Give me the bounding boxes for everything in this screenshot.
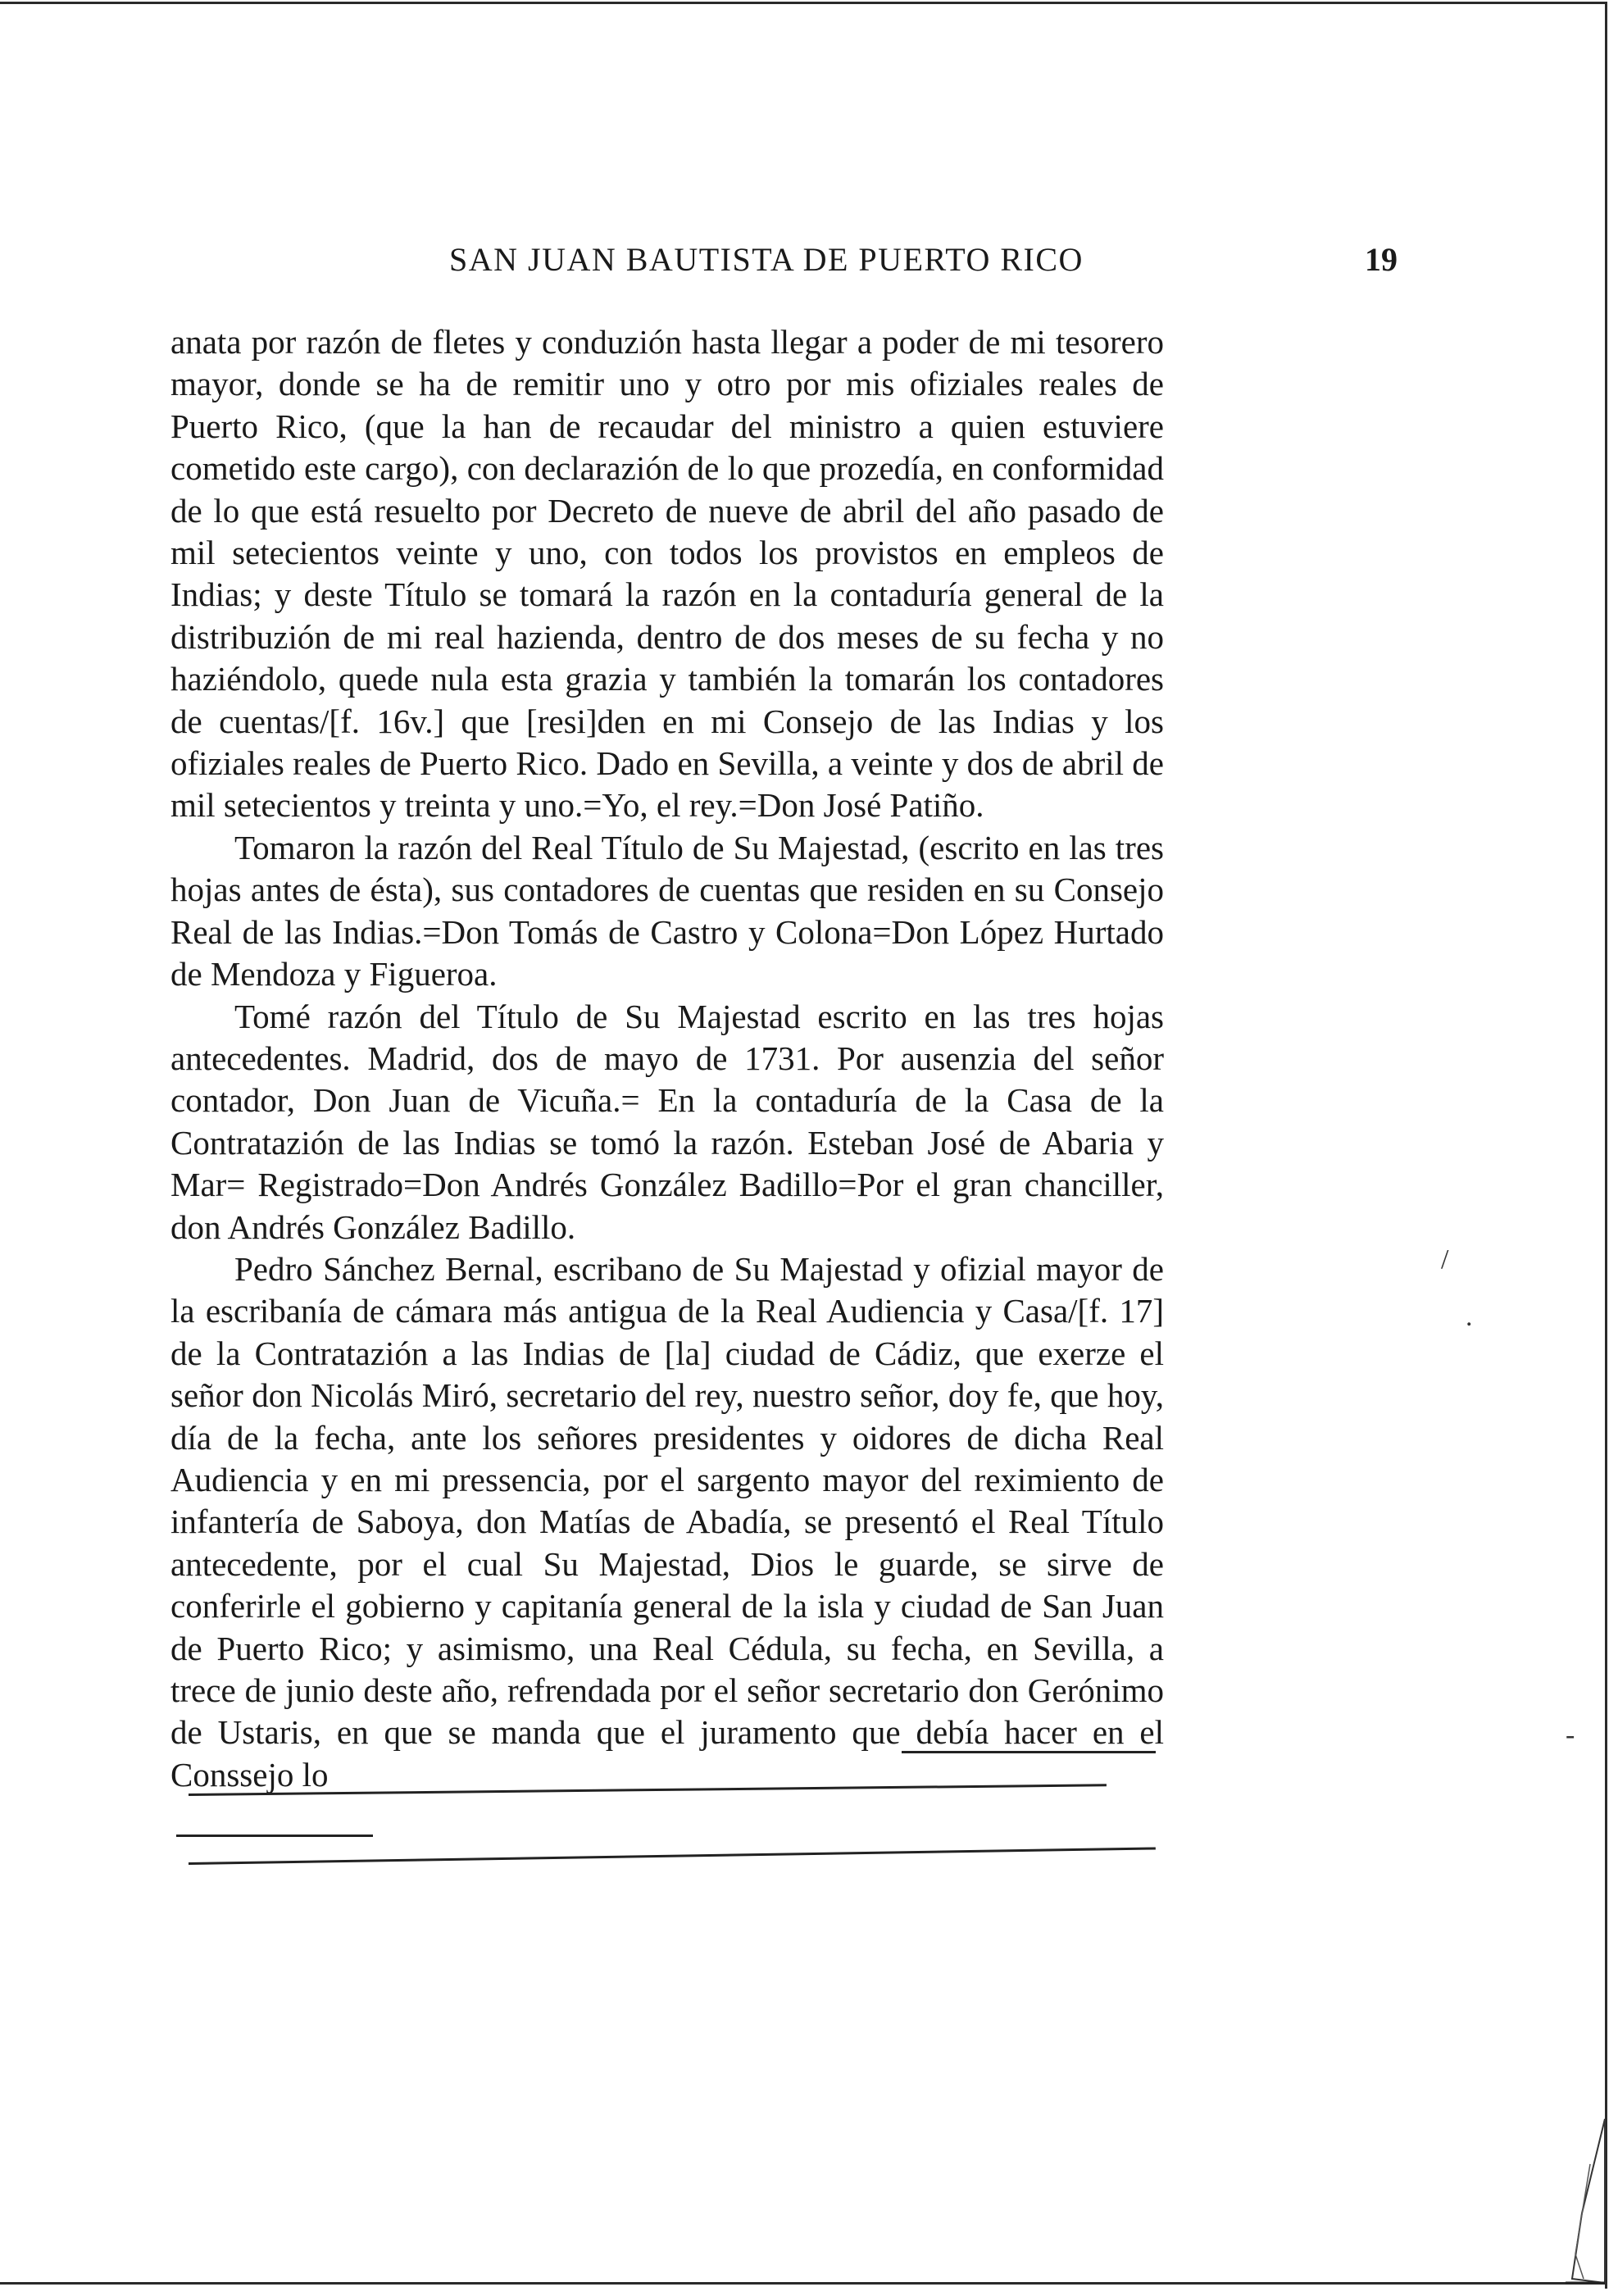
page-number: 19 bbox=[1365, 241, 1398, 278]
paragraph-2: Tomaron la razón del Real Título de Su Majestad, (escrito en las tres hojas antes de ésta), sus contadores de cuentas que residen en su Consejo Real de las Indias.=Don Tomás de Castro y Colona=Don López Hurtado de Mendoza y Figueroa. bbox=[170, 828, 1164, 993]
handwritten-underline-4 bbox=[189, 1847, 1156, 1865]
handwritten-underline-3 bbox=[176, 1835, 373, 1837]
paragraph-3: Tomé razón del Título de Su Majestad escrito en las tres hojas antecedentes. Madrid, dos de mayo de 1731. Por ausenzia del señor contador, Don Juan de Vicuña.= En la contaduría de la Casa de la Contratazión de las Indias se tomó la razón. Esteban José de Abaria y Mar= Registrado=Don Andrés González Badillo=Por el gran chanciller, don Andrés González Badillo. bbox=[170, 997, 1164, 1246]
page-edge-bottom bbox=[0, 2282, 1607, 2285]
handwritten-underline-1 bbox=[902, 1751, 1156, 1753]
paragraph-4: Pedro Sánchez Bernal, escribano de Su Majestad y ofizial mayor de la escribanía de cámara más antigua de la Real Audiencia y Casa/[f. 17] de la Contratazión a las Indias de [la] ciudad de Cádiz, que exerze el señor don Nicolás Miró, secretario del rey, nuestro señor, doy fe, que hoy, día de la fecha, ante los señores presidentes y oidores de dicha Real Audiencia y en mi pressencia, por el sargento mayor del reximiento de infantería de Saboya, don Matías de Abadía, se presentó el Real Título antecedente, por el cual Su Majestad, Dios le guarde, se sirve de conferirle el gobierno y capitanía general de la isla y ciudad de San Juan de Puerto Rico; y asimismo, una Real Cédula, su fecha, en Sevilla, a trece de junio deste año, refrendada por el señor secretario don Gerónimo de Ustaris, en que se manda que el juramento que debía hacer en el Conssejo lo bbox=[170, 1249, 1164, 1794]
margin-mark-dash: - bbox=[1566, 1720, 1575, 1750]
margin-mark-slash: / bbox=[1441, 1244, 1449, 1275]
paragraph-1: anata por razón de fletes y conduzión hasta llegar a poder de mi tesorero mayor, donde se ha de remitir uno y otro por mis ofiziales reales de Puerto Rico, (que la han de recaudar del ministro a quien estuviere cometido este cargo), con declarazión de lo que prozedía, en conformidad de lo que está resuelto por Decreto de nueve de abril del año pasado de mil setecientos veinte y uno, con todos los provistos en empleos de Indias; y deste Título se tomará la razón en la contaduría general de la distribuzión de mi real hazienda, dentro de dos meses de su fecha y no haziéndolo, quede nula esta grazia y también la tomarán los contadores de cuentas/[f. 16v.] que [resi]den en mi Consejo de las Indias y los ofiziales reales de Puerto Rico. Dado en Sevilla, a veinte y dos de abril de mil setecientos y treinta y uno.=Yo, el rey.=Don José Patiño. bbox=[170, 323, 1164, 825]
running-title: SAN JUAN BAUTISTA DE PUERTO RICO bbox=[449, 241, 1084, 278]
margin-mark-dot: . bbox=[1466, 1302, 1473, 1332]
body-text bbox=[170, 321, 1164, 1796]
page-edge-top bbox=[0, 2, 1607, 4]
torn-corner-icon bbox=[1533, 2115, 1607, 2287]
page-edge-right bbox=[1605, 2, 1607, 2289]
